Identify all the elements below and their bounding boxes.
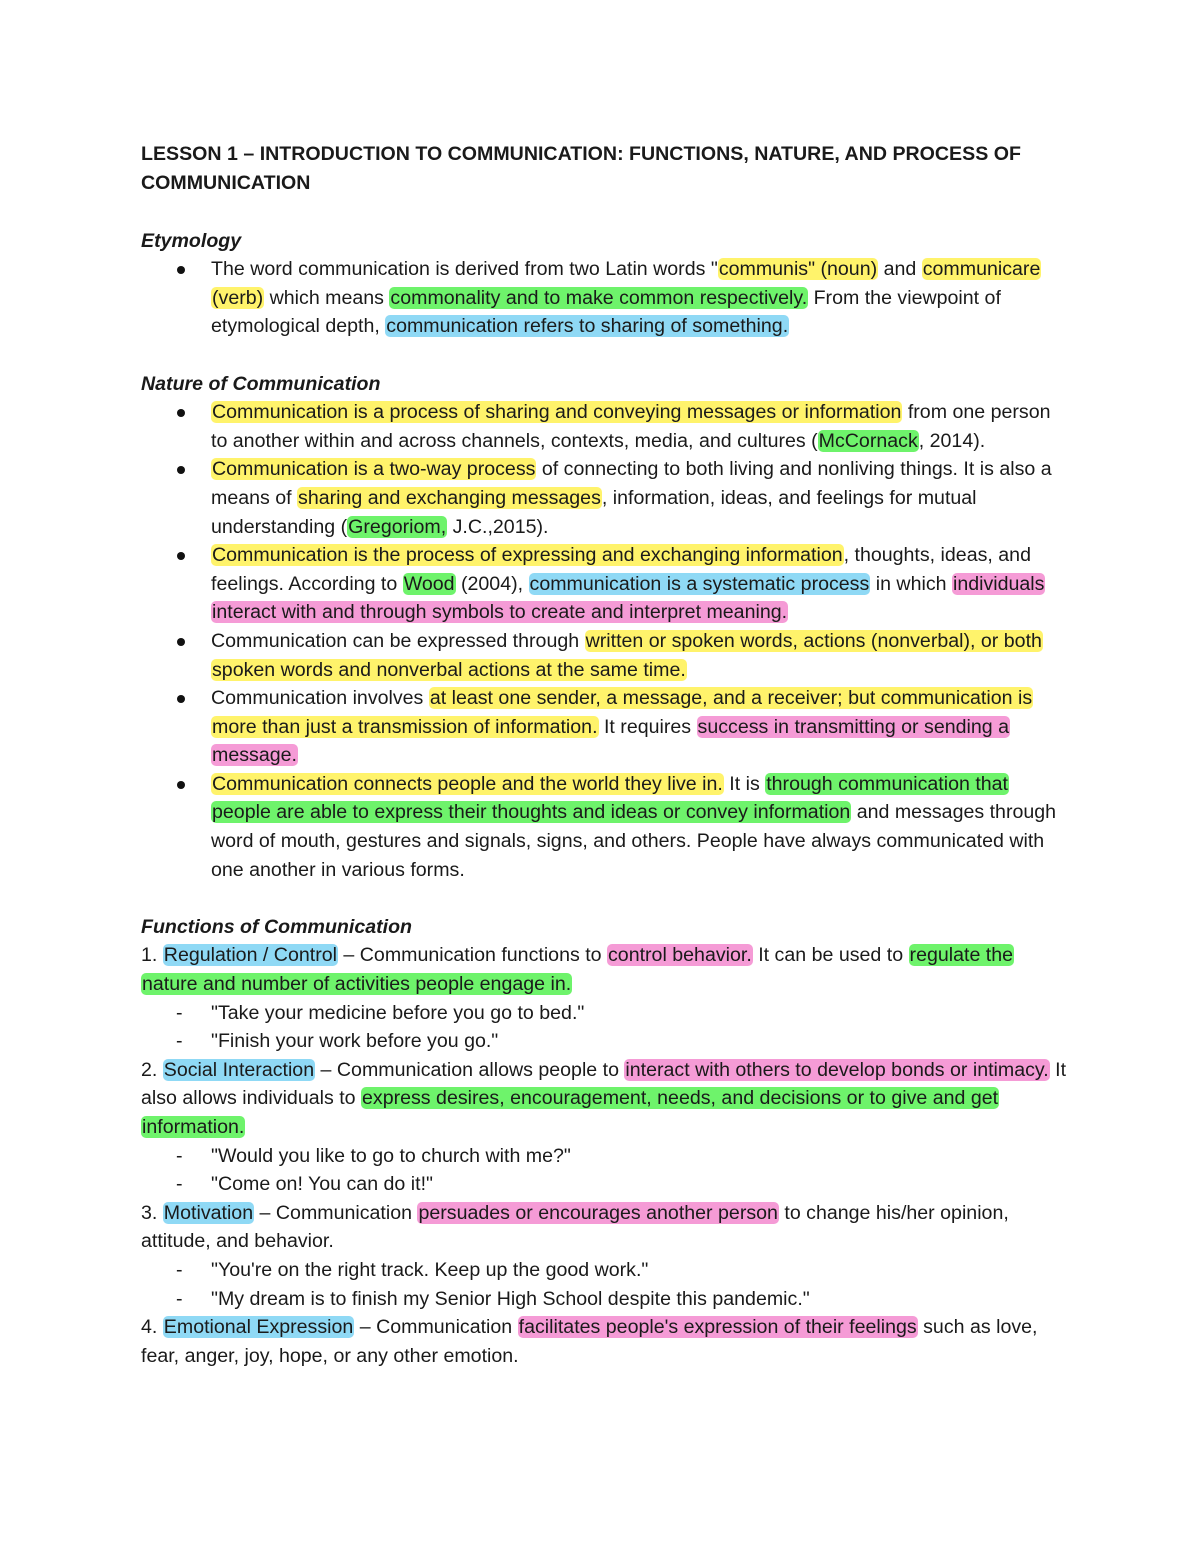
- dash-marker: -: [176, 1001, 183, 1024]
- document-body: [141, 140, 1071, 1370]
- body-text: 3.: [141, 1201, 163, 1224]
- highlighted-text: sharing and exchanging messages: [298, 486, 601, 509]
- example-text: "Take your medicine before you go to bed.": [211, 1001, 585, 1024]
- bullet-item: [141, 541, 1071, 627]
- highlighted-text: commonality and to make common respectively.: [390, 286, 808, 309]
- bullet-item: [141, 398, 1071, 455]
- etymology-list: [141, 255, 1071, 341]
- highlighted-text: Communication is the process of expressing and exchanging information: [212, 544, 843, 567]
- highlighted-text: communication refers to sharing of something.: [386, 315, 789, 338]
- function-item: [141, 1313, 1071, 1370]
- body-text: and messages through word of mouth, gestures and signals, signs, and others. People have always communicated with one another in various forms.: [211, 801, 1057, 881]
- bullet-item: [141, 627, 1071, 684]
- highlighted-text: through communication that people are able to express their thoughts and ideas or convey information: [212, 772, 1008, 824]
- body-text: – Communication allows people to: [315, 1058, 625, 1081]
- example-text: "My dream is to finish my Senior High School despite this pandemic.": [211, 1287, 810, 1310]
- example-item: [141, 1027, 1071, 1056]
- function-item: [141, 1056, 1071, 1142]
- highlighted-text: control behavior.: [608, 944, 752, 967]
- etymology-heading: Etymology: [141, 229, 242, 252]
- dash-marker: -: [176, 1258, 183, 1281]
- function-item: [141, 1199, 1071, 1256]
- lesson-title: LESSON 1 – INTRODUCTION TO COMMUNICATION: FUNCTIONS, NATURE, AND PROCESS OF COMMUNICATION: [141, 143, 1021, 194]
- dash-marker: -: [176, 1030, 183, 1053]
- dash-marker: -: [176, 1173, 183, 1196]
- functions-section: [141, 913, 1071, 1371]
- highlighted-text: McCornack: [818, 429, 918, 452]
- example-text: "Would you like to go to church with me?": [211, 1144, 571, 1167]
- body-text: 2.: [141, 1058, 163, 1081]
- body-text: (2004),: [455, 572, 529, 595]
- example-item: [141, 1285, 1071, 1314]
- highlighted-text: Gregoriom,: [348, 515, 447, 538]
- highlighted-text: Communication is a two-way process: [212, 458, 536, 481]
- function-item: [141, 941, 1071, 998]
- highlighted-text: interact with others to develop bonds or intimacy.: [625, 1058, 1049, 1081]
- bullet-item: [141, 255, 1071, 341]
- highlighted-text: communicare (verb): [212, 258, 1041, 309]
- body-text: from one person to another within and across channels, contexts, media, and cultures (: [211, 401, 1051, 452]
- body-text: to change his/her opinion, attitude, and behavior.: [141, 1201, 1009, 1253]
- highlighted-text: facilitates people's expression of their feelings: [518, 1316, 917, 1339]
- highlighted-text: Emotional Expression: [163, 1316, 354, 1339]
- highlighted-text: persuades or encourages another person: [418, 1201, 778, 1224]
- body-text: The word communication is derived from two Latin words ": [211, 258, 718, 281]
- highlighted-text: Wood: [403, 572, 455, 595]
- spacer: [141, 884, 1071, 913]
- highlighted-text: communis" (noun): [718, 258, 878, 281]
- body-text: and: [878, 258, 922, 281]
- bullet-item: [141, 770, 1071, 884]
- functions-list: [141, 941, 1071, 1370]
- spacer: [141, 341, 1071, 370]
- body-text: which means: [264, 286, 390, 309]
- highlighted-text: at least one sender, a message, and a receiver; but communication is more than just a transmission of information.: [212, 687, 1033, 738]
- highlighted-text: express desires, encouragement, needs, and decisions or to give and get information.: [142, 1087, 999, 1138]
- dash-marker: -: [176, 1144, 183, 1167]
- example-item: [141, 1170, 1071, 1199]
- example-list: [141, 1142, 1071, 1199]
- example-list: [141, 1256, 1071, 1313]
- example-text: "You're on the right track. Keep up the good work.": [211, 1258, 649, 1281]
- example-item: [141, 999, 1071, 1028]
- example-item: [141, 1256, 1071, 1285]
- highlighted-text: Motivation: [163, 1201, 254, 1224]
- highlighted-text: Communication connects people and the world they live in.: [212, 772, 723, 795]
- body-text: It also allows individuals to: [141, 1058, 1067, 1110]
- bullet-item: [141, 455, 1071, 541]
- highlighted-text: written or spoken words, actions (nonverbal), or both spoken words and nonverbal actions at the same time.: [212, 629, 1042, 681]
- highlighted-text: communication is a systematic process: [529, 572, 870, 595]
- body-text: – Communication: [354, 1316, 518, 1339]
- body-text: From the viewpoint of etymological depth,: [211, 286, 1001, 338]
- highlighted-text: Social Interaction: [163, 1058, 315, 1081]
- body-text: , thoughts, ideas, and feelings. According to: [211, 544, 1031, 595]
- body-text: of connecting to both living and nonliving things. It is also a means of: [211, 458, 1052, 509]
- example-text: "Finish your work before you go.": [211, 1030, 499, 1053]
- body-text: Communication involves: [211, 687, 429, 710]
- body-text: , information, ideas, and feelings for mutual understanding (: [211, 486, 977, 538]
- nature-list: [141, 398, 1071, 884]
- example-list: [141, 999, 1071, 1056]
- body-text: such as love, fear, anger, joy, hope, or any other emotion.: [141, 1316, 1038, 1367]
- body-text: J.C.,2015).: [447, 515, 549, 538]
- body-text: , 2014).: [918, 429, 986, 452]
- dash-marker: -: [176, 1287, 183, 1310]
- body-text: Communication can be expressed through: [211, 629, 585, 652]
- body-text: 4.: [141, 1316, 163, 1339]
- example-text: "Come on! You can do it!": [211, 1173, 433, 1196]
- highlighted-text: regulate the nature and number of activities people engage in.: [142, 944, 1014, 996]
- spacer: [141, 198, 1071, 227]
- body-text: It requires: [598, 715, 697, 738]
- nature-section: [141, 370, 1071, 885]
- highlighted-text: Communication is a process of sharing and conveying messages or information: [212, 401, 902, 424]
- bullet-item: [141, 684, 1071, 770]
- body-text: – Communication: [254, 1201, 418, 1224]
- body-text: It can be used to: [752, 944, 909, 967]
- body-text: – Communication functions to: [337, 944, 607, 967]
- example-item: [141, 1142, 1071, 1171]
- body-text: 1.: [141, 944, 163, 967]
- functions-heading: Functions of Communication: [141, 915, 413, 938]
- body-text: It is: [723, 772, 766, 795]
- highlighted-text: Regulation / Control: [163, 944, 337, 967]
- highlighted-text: individuals interact with and through symbols to create and interpret meaning.: [212, 572, 1045, 624]
- etymology-section: [141, 227, 1071, 341]
- body-text: in which: [870, 572, 952, 595]
- highlighted-text: success in transmitting or sending a message.: [212, 715, 1010, 767]
- nature-heading: Nature of Communication: [141, 372, 381, 395]
